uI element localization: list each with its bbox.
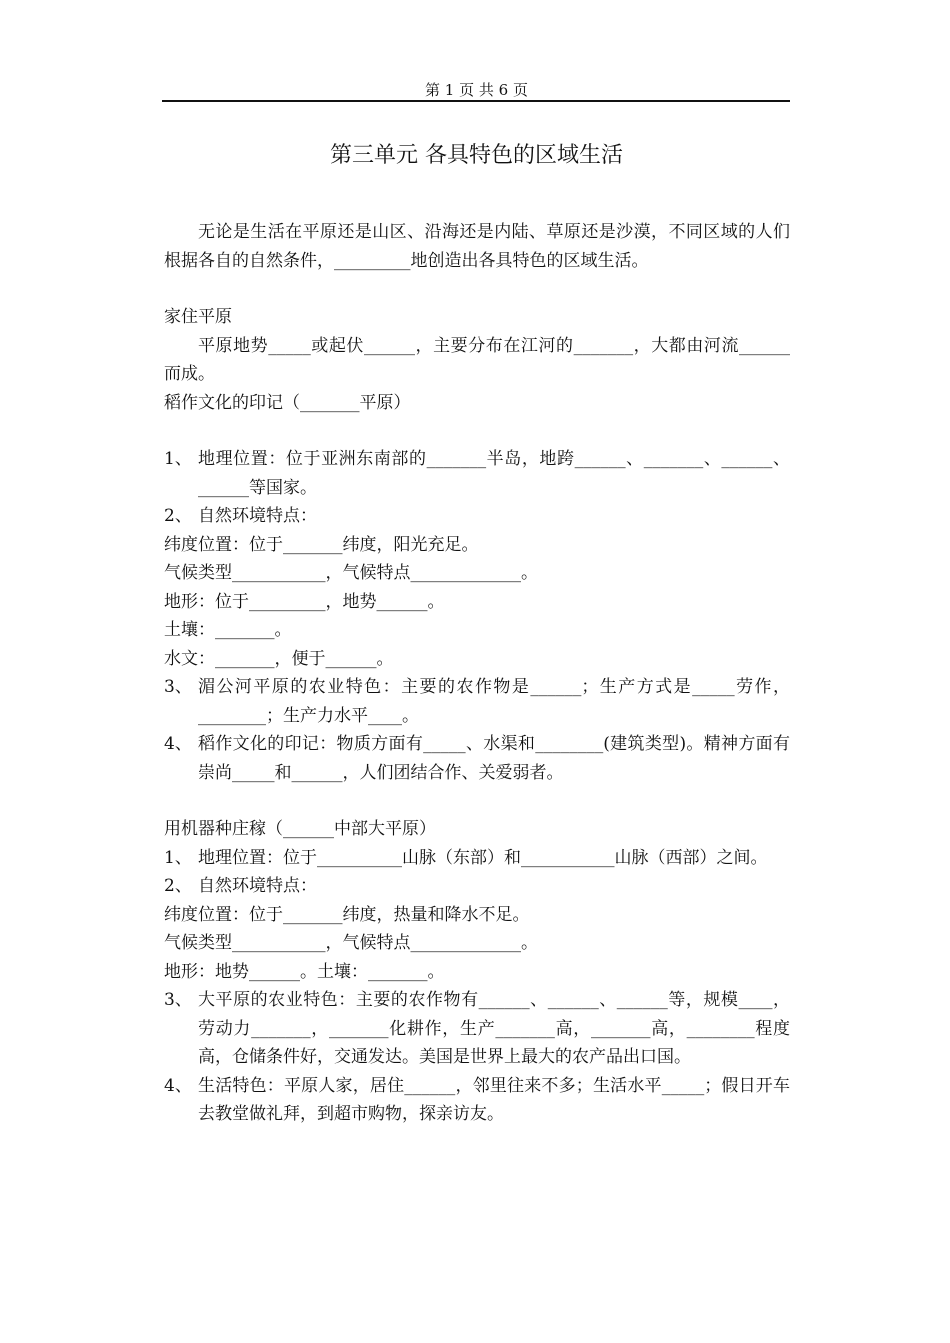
list-number: 4、 xyxy=(164,1075,192,1096)
list-text: 大平原的农业特色：主要的农作物有______、______、______等，规模____，劳动力_______，_______化耕作，生产_______高，_______高，________程度高，仓储条件好，交通发达。美国是世界上最大的农产品出口国。 xyxy=(198,990,790,1067)
section-heading-plains: 家住平原 xyxy=(164,307,232,327)
list-item xyxy=(164,673,790,730)
list-number: 2、 xyxy=(164,506,192,526)
document-body xyxy=(164,218,790,1129)
list-text: 自然环境特点： xyxy=(198,506,317,526)
plains-description: 平原地势_____或起伏______，主要分布在江河的_______，大都由河流______而成。 xyxy=(164,335,790,384)
text-line: 土壤：_______。 xyxy=(164,620,292,640)
document-title: 第三单元 各具特色的区域生活 xyxy=(330,143,623,168)
text-line: 气候类型___________，气候特点_____________。 xyxy=(164,933,538,953)
list-number: 4、 xyxy=(164,734,192,754)
list-item xyxy=(164,986,790,1072)
list-text: 稻作文化的印记：物质方面有_____、水渠和________(建筑类型)。精神方面有崇尚_____和______，人们团结合作、关爱弱者。 xyxy=(198,734,790,783)
list-number: 2、 xyxy=(164,876,192,896)
list-item xyxy=(164,844,790,873)
text-line: 地形：位于_________，地势______。 xyxy=(164,591,445,612)
list-item xyxy=(164,730,790,787)
list-item xyxy=(164,1072,790,1129)
text-line: 纬度位置：位于_______纬度，阳光充足。 xyxy=(164,534,479,555)
list-text: 地理位置：位于__________山脉（东部）和___________山脉（西部）之间。 xyxy=(198,847,768,868)
list-number: 1、 xyxy=(164,847,192,868)
section-heading-machine-farming: 用机器种庄稼（______中部大平原） xyxy=(164,819,436,839)
list-text: 湄公河平原的农业特色：主要的农作物是______；生产方式是_____劳作，________；生产力水平____。 xyxy=(198,677,790,726)
text-line: 气候类型___________，气候特点_____________。 xyxy=(164,563,538,583)
intro-paragraph: 无论是生活在平原还是山区、沿海还是内陆、草原还是沙漠，不同区域的人们根据各自的自然条件，_________地创造出各具特色的区域生活。 xyxy=(164,222,790,271)
section-heading-rice-culture: 稻作文化的印记（_______平原） xyxy=(164,392,411,413)
list-item xyxy=(164,872,790,901)
list-item xyxy=(164,445,790,502)
list-text: 生活特色：平原人家，居住______，邻里往来不多；生活水平_____；假日开车去教堂做礼拜，到超市购物，探亲访友。 xyxy=(198,1075,790,1124)
list-text: 地理位置：位于亚洲东南部的_______半岛，地跨______、_______、______、______等国家。 xyxy=(198,449,790,498)
text-line: 纬度位置：位于_______纬度，热量和降水不足。 xyxy=(164,904,530,925)
spacer xyxy=(164,275,790,303)
text-line: 水文：_______，便于______。 xyxy=(164,648,394,669)
list-text: 自然环境特点： xyxy=(198,876,317,896)
header-rule xyxy=(162,100,790,102)
spacer xyxy=(164,417,790,445)
list-number: 3、 xyxy=(164,677,192,697)
page-indicator: 第 1 页 共 6 页 xyxy=(425,81,528,99)
text-line: 地形：地势______。土壤：_______。 xyxy=(164,961,445,982)
list-number: 3、 xyxy=(164,990,192,1010)
list-number: 1、 xyxy=(164,449,192,469)
spacer xyxy=(164,787,790,815)
list-item xyxy=(164,502,790,531)
